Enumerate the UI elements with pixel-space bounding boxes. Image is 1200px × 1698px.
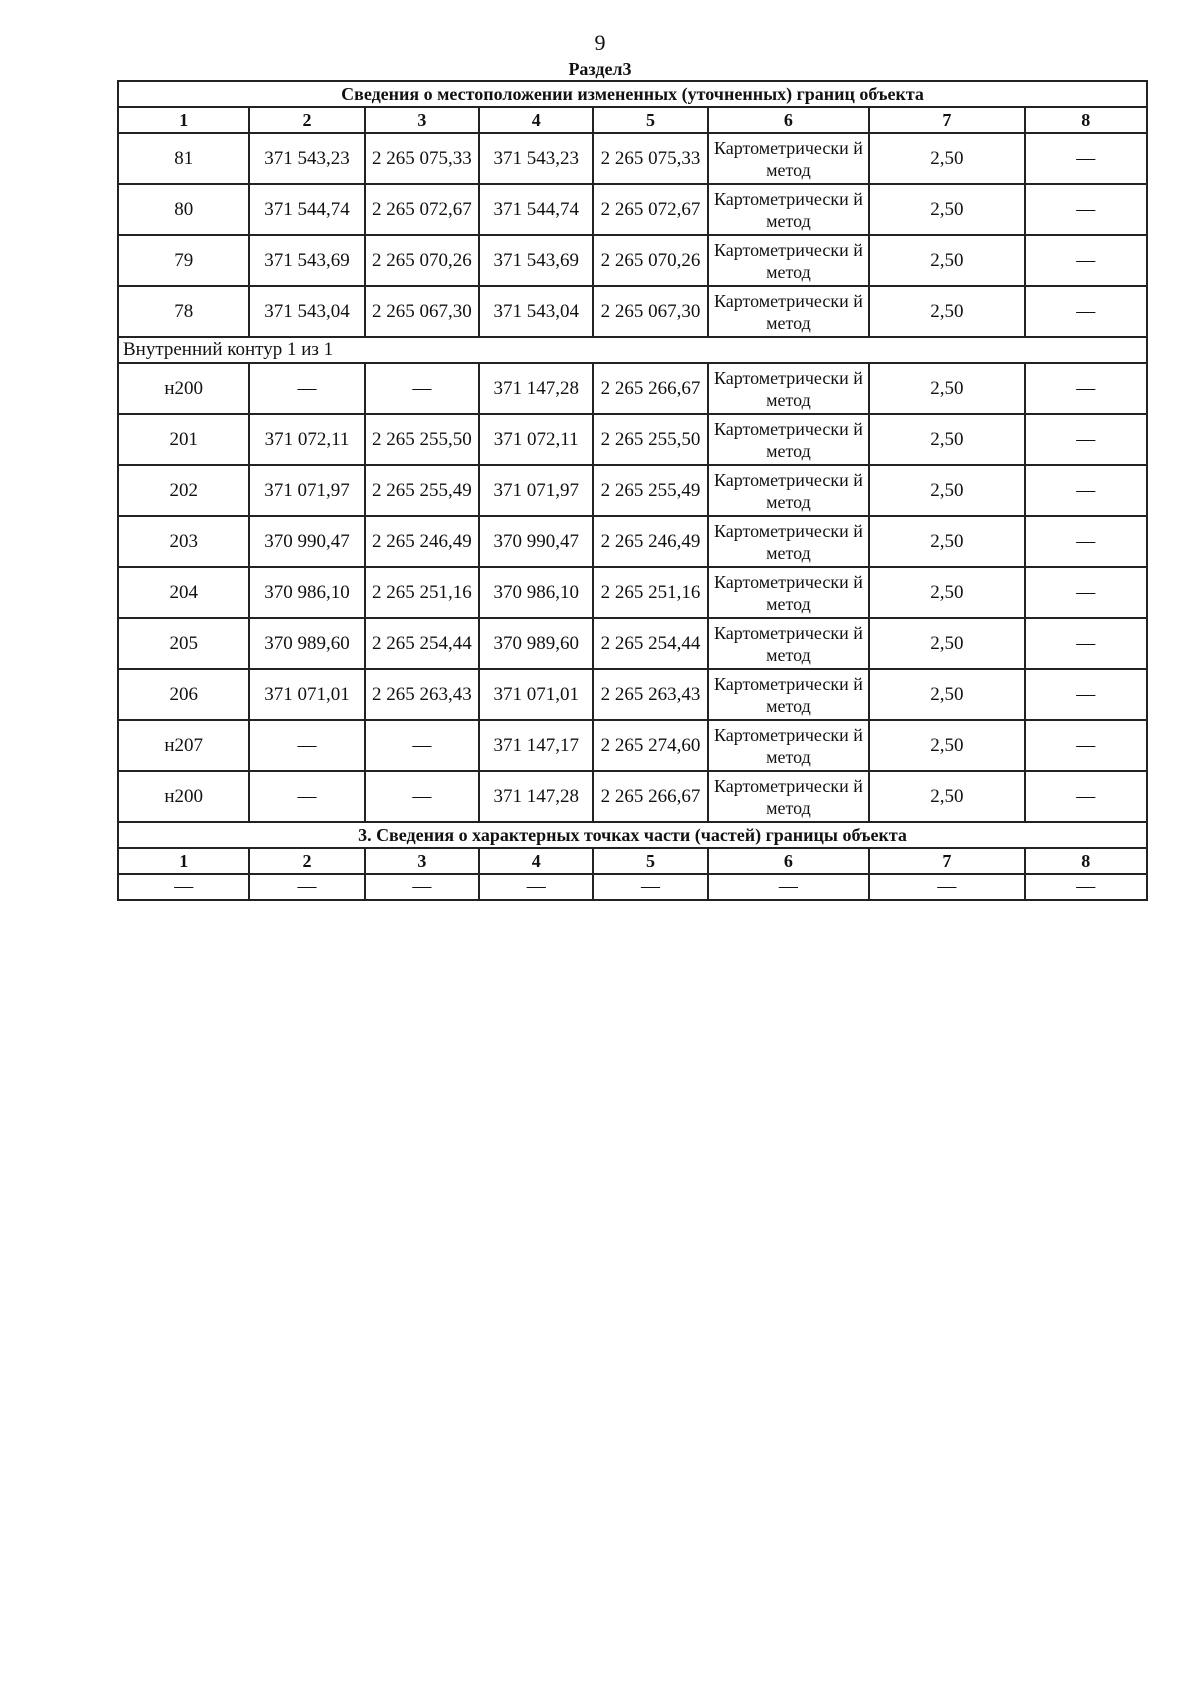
cell-precision: 2,50 (869, 184, 1024, 235)
cell-description: — (1025, 184, 1147, 235)
section-label: Раздел3 (568, 59, 632, 79)
cell-y-new: 2 265 255,49 (593, 465, 707, 516)
cell-y-new: 2 265 070,26 (593, 235, 707, 286)
cell-y-new: 2 265 255,50 (593, 414, 707, 465)
inner-contour-label: Внутренний контур 1 из 1 (118, 337, 1147, 363)
cell-x-existing: — (249, 363, 364, 414)
table-caption: Сведения о местоположении измененных (уточненных) границ объекта (118, 81, 1147, 107)
cell-y-existing: 2 265 255,49 (365, 465, 479, 516)
cell-method: Картометрически й метод (708, 618, 869, 669)
cell-point-number: 203 (118, 516, 249, 567)
table-row (118, 286, 1147, 337)
cell-description: — (1025, 465, 1147, 516)
cell-x-new: 371 543,23 (479, 133, 593, 184)
cell-x-existing: — (249, 720, 364, 771)
table-row (118, 567, 1147, 618)
cell-description: — (1025, 618, 1147, 669)
cell-y-existing: 2 265 246,49 (365, 516, 479, 567)
cell-x-existing: 371 071,97 (249, 465, 364, 516)
cell-x-new: 370 986,10 (479, 567, 593, 618)
empty-cell: — (869, 874, 1024, 900)
cell-x-existing: 371 072,11 (249, 414, 364, 465)
column-number-3: 3 (365, 107, 479, 133)
cell-y-existing: 2 265 251,16 (365, 567, 479, 618)
cell-description: — (1025, 771, 1147, 822)
table-row (118, 363, 1147, 414)
cell-point-number: 204 (118, 567, 249, 618)
cell-x-existing: — (249, 771, 364, 822)
cell-x-new: 371 071,97 (479, 465, 593, 516)
cell-description: — (1025, 669, 1147, 720)
cell-y-new: 2 265 072,67 (593, 184, 707, 235)
cell-point-number: н207 (118, 720, 249, 771)
cell-point-number: 201 (118, 414, 249, 465)
empty-cell: — (593, 874, 707, 900)
cell-x-existing: 370 989,60 (249, 618, 364, 669)
cell-precision: 2,50 (869, 567, 1024, 618)
cell-point-number: н200 (118, 771, 249, 822)
column-number-6: 6 (708, 107, 869, 133)
column-number-6: 6 (708, 848, 869, 874)
empty-cell: — (1025, 874, 1147, 900)
column-number-1: 1 (118, 848, 249, 874)
cell-description: — (1025, 286, 1147, 337)
cell-y-new: 2 265 266,67 (593, 363, 707, 414)
inner-contour-row (118, 337, 1147, 363)
cell-precision: 2,50 (869, 720, 1024, 771)
cell-x-existing: 371 544,74 (249, 184, 364, 235)
cell-description: — (1025, 133, 1147, 184)
table-row (118, 771, 1147, 822)
column-number-2: 2 (249, 848, 364, 874)
cell-y-existing: — (365, 771, 479, 822)
cell-description: — (1025, 567, 1147, 618)
parts-table-caption: 3. Сведения о характерных точках части (частей) границы объекта (118, 822, 1147, 848)
column-number-8: 8 (1025, 107, 1147, 133)
cell-description: — (1025, 720, 1147, 771)
cell-y-new: 2 265 246,49 (593, 516, 707, 567)
cell-x-new: 371 147,17 (479, 720, 593, 771)
cell-y-existing: — (365, 720, 479, 771)
cell-x-existing: 371 543,04 (249, 286, 364, 337)
cell-method: Картометрически й метод (708, 363, 869, 414)
cell-method: Картометрически й метод (708, 414, 869, 465)
table-row (118, 669, 1147, 720)
empty-cell: — (118, 874, 249, 900)
cell-description: — (1025, 516, 1147, 567)
cell-precision: 2,50 (869, 414, 1024, 465)
table-row (118, 235, 1147, 286)
cell-method: Картометрически й метод (708, 720, 869, 771)
cell-precision: 2,50 (869, 363, 1024, 414)
cell-y-existing: — (365, 363, 479, 414)
cell-precision: 2,50 (869, 133, 1024, 184)
table-row (118, 184, 1147, 235)
cell-y-existing: 2 265 255,50 (365, 414, 479, 465)
page-number: 9 (594, 30, 606, 55)
table-row (118, 133, 1147, 184)
column-number-4: 4 (479, 848, 593, 874)
parts-empty-row (118, 874, 1147, 900)
cell-y-existing: 2 265 067,30 (365, 286, 479, 337)
column-number-5: 5 (593, 848, 707, 874)
cell-method: Картометрически й метод (708, 771, 869, 822)
cell-method: Картометрически й метод (708, 669, 869, 720)
cell-point-number: 81 (118, 133, 249, 184)
cell-x-existing: 371 071,01 (249, 669, 364, 720)
parts-table-caption-row (118, 822, 1147, 848)
cell-method: Картометрически й метод (708, 235, 869, 286)
cell-y-new: 2 265 075,33 (593, 133, 707, 184)
cell-x-new: 371 147,28 (479, 363, 593, 414)
cell-x-new: 370 990,47 (479, 516, 593, 567)
parts-column-numbers-row (118, 848, 1147, 874)
cell-method: Картометрически й метод (708, 184, 869, 235)
cell-x-new: 371 543,69 (479, 235, 593, 286)
column-number-7: 7 (869, 107, 1024, 133)
column-number-3: 3 (365, 848, 479, 874)
cell-x-new: 370 989,60 (479, 618, 593, 669)
cell-description: — (1025, 363, 1147, 414)
cell-y-new: 2 265 274,60 (593, 720, 707, 771)
cell-y-existing: 2 265 072,67 (365, 184, 479, 235)
cell-point-number: 205 (118, 618, 249, 669)
cell-precision: 2,50 (869, 465, 1024, 516)
cell-point-number: 202 (118, 465, 249, 516)
table-row (118, 618, 1147, 669)
empty-cell: — (708, 874, 869, 900)
column-number-4: 4 (479, 107, 593, 133)
cell-x-existing: 371 543,69 (249, 235, 364, 286)
table-row (118, 720, 1147, 771)
table-row (118, 516, 1147, 567)
empty-cell: — (479, 874, 593, 900)
cell-point-number: 79 (118, 235, 249, 286)
cell-x-existing: 370 990,47 (249, 516, 364, 567)
cell-method: Картометрически й метод (708, 516, 869, 567)
cell-point-number: н200 (118, 363, 249, 414)
cell-method: Картометрически й метод (708, 465, 869, 516)
cell-precision: 2,50 (869, 516, 1024, 567)
cell-description: — (1025, 235, 1147, 286)
column-number-5: 5 (593, 107, 707, 133)
empty-cell: — (249, 874, 364, 900)
cell-y-existing: 2 265 070,26 (365, 235, 479, 286)
column-numbers-row (118, 107, 1147, 133)
cell-y-existing: 2 265 254,44 (365, 618, 479, 669)
cell-precision: 2,50 (869, 286, 1024, 337)
column-number-8: 8 (1025, 848, 1147, 874)
cell-precision: 2,50 (869, 669, 1024, 720)
cell-y-new: 2 265 263,43 (593, 669, 707, 720)
empty-cell: — (365, 874, 479, 900)
table-caption-row (118, 81, 1147, 107)
boundary-points-table (117, 80, 1148, 901)
cell-y-new: 2 265 254,44 (593, 618, 707, 669)
cell-method: Картометрически й метод (708, 286, 869, 337)
cell-y-existing: 2 265 075,33 (365, 133, 479, 184)
cell-point-number: 206 (118, 669, 249, 720)
cell-x-existing: 370 986,10 (249, 567, 364, 618)
cell-x-existing: 371 543,23 (249, 133, 364, 184)
cell-y-existing: 2 265 263,43 (365, 669, 479, 720)
column-number-1: 1 (118, 107, 249, 133)
cell-x-new: 371 071,01 (479, 669, 593, 720)
cell-y-new: 2 265 067,30 (593, 286, 707, 337)
cell-y-new: 2 265 251,16 (593, 567, 707, 618)
cell-description: — (1025, 414, 1147, 465)
cell-x-new: 371 544,74 (479, 184, 593, 235)
cell-precision: 2,50 (869, 771, 1024, 822)
cell-x-new: 371 543,04 (479, 286, 593, 337)
cell-point-number: 80 (118, 184, 249, 235)
cell-precision: 2,50 (869, 235, 1024, 286)
table-row (118, 414, 1147, 465)
cell-y-new: 2 265 266,67 (593, 771, 707, 822)
table-row (118, 465, 1147, 516)
cell-method: Картометрически й метод (708, 133, 869, 184)
column-number-7: 7 (869, 848, 1024, 874)
cell-x-new: 371 072,11 (479, 414, 593, 465)
cell-method: Картометрически й метод (708, 567, 869, 618)
column-number-2: 2 (249, 107, 364, 133)
cell-precision: 2,50 (869, 618, 1024, 669)
cell-x-new: 371 147,28 (479, 771, 593, 822)
cell-point-number: 78 (118, 286, 249, 337)
